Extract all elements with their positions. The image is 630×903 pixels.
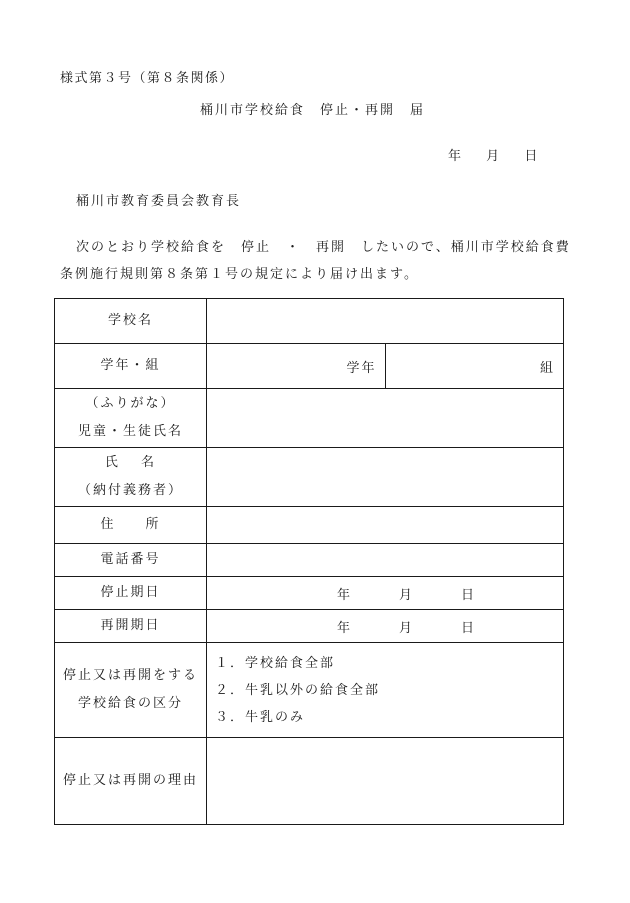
furigana-label: （ふりがな）: [85, 396, 176, 411]
phone-label: 電話番号: [55, 544, 207, 577]
body-text-line-1: 次のとおり学校給食を 停止 ・ 再開 したいので、桶川市学校給食費: [76, 240, 571, 255]
meal-category-options: [207, 643, 564, 738]
school-name-label: 学校名: [55, 299, 207, 344]
category-label-line-2: 学校給食の区分: [77, 696, 183, 711]
row-reason: [55, 738, 564, 825]
stop-year-unit: 年: [336, 587, 352, 603]
guardian-name-field[interactable]: [207, 448, 564, 507]
resume-year-unit: 年: [336, 620, 352, 636]
reason-label: 停止又は再開の理由: [55, 738, 207, 825]
category-label-line-1: 停止又は再開をする: [62, 668, 198, 683]
grade-class-label: 学年・組: [55, 344, 207, 389]
stop-day-unit: 日: [460, 587, 476, 603]
row-grade-class: [55, 344, 564, 389]
student-label: 児童・生徒氏名: [77, 424, 183, 439]
meal-category-label: [55, 643, 207, 738]
guardian-name-label: [55, 448, 207, 507]
row-guardian-name: [55, 448, 564, 507]
row-resume-date: [55, 610, 564, 643]
option-milk-only[interactable]: ３．牛乳のみ: [215, 709, 306, 725]
student-name-field[interactable]: [207, 389, 564, 448]
row-meal-category: [55, 643, 564, 738]
resume-date-field[interactable]: [207, 610, 564, 643]
row-school-name: [55, 299, 564, 344]
option-all-meals[interactable]: １．学校給食全部: [215, 655, 336, 671]
resume-day-unit: 日: [460, 620, 476, 636]
resume-date-label: 再開期日: [55, 610, 207, 643]
reason-field[interactable]: [207, 738, 564, 825]
form-id: 様式第３号（第８条関係）: [60, 71, 235, 86]
row-address: [55, 507, 564, 544]
grade-unit: 学年: [346, 360, 377, 376]
date-year-label: 年: [448, 149, 463, 164]
date-day-label: 日: [524, 149, 539, 164]
body-text-line-2: 条例施行規則第８条第１号の規定により届け出ます。: [60, 267, 419, 282]
addressee: 桶川市教育委員会教育長: [76, 194, 242, 209]
class-unit: 組: [539, 360, 555, 376]
notification-form-table: [54, 298, 564, 825]
date-month-label: 月: [486, 149, 501, 164]
row-stop-date: [55, 577, 564, 610]
phone-field[interactable]: [207, 544, 564, 577]
student-name-label: [55, 389, 207, 448]
name-label: 氏 名: [104, 455, 157, 470]
address-field[interactable]: [207, 507, 564, 544]
row-student-name: [55, 389, 564, 448]
guardian-label: （納付義務者）: [77, 483, 183, 498]
stop-month-unit: 月: [398, 587, 414, 603]
class-field[interactable]: [385, 344, 564, 389]
resume-month-unit: 月: [398, 620, 414, 636]
document-title: 桶川市学校給食 停止・再開 届: [200, 103, 426, 118]
stop-date-label: 停止期日: [55, 577, 207, 610]
row-phone: [55, 544, 564, 577]
school-name-field[interactable]: [207, 299, 564, 344]
stop-date-field[interactable]: [207, 577, 564, 610]
address-label: 住 所: [55, 507, 207, 544]
grade-field[interactable]: [207, 344, 386, 389]
option-meals-except-milk[interactable]: ２．牛乳以外の給食全部: [215, 682, 381, 698]
submission-date: [448, 145, 539, 164]
